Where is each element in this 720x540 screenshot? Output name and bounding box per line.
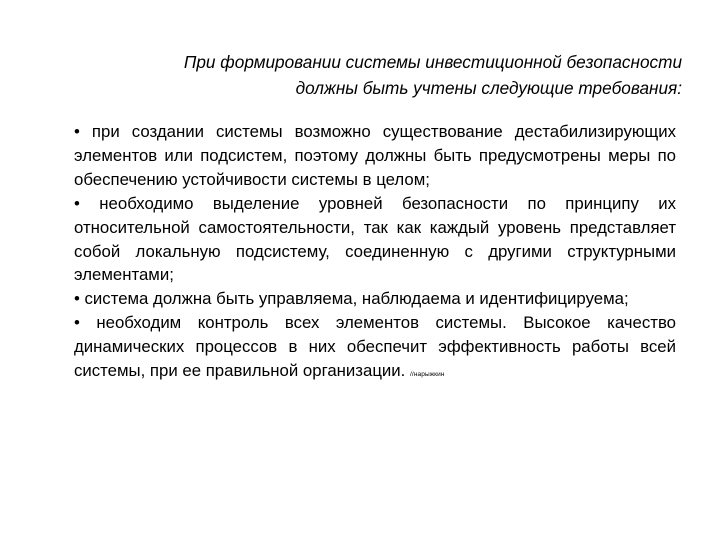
author-footnote: //нарыжкин [410, 371, 445, 379]
requirement-item: • при создании системы возможно существование дестабилизирующих элементов или подсистем, поэтому должны быть предусмотрены меры по обеспечению устойчивости системы в целом; [74, 122, 676, 189]
title-line-1: При формировании системы инвестиционной безопасности [183, 52, 682, 72]
requirement-text: • необходим контроль всех элементов системы. Высокое качество динамических процессов в них обеспечит эффективность работы всей системы, при ее правильной организации. [74, 313, 676, 381]
title-line-2: должны быть учтены следующие требования: [295, 78, 682, 98]
requirements-list [74, 120, 676, 387]
requirement-item [74, 311, 676, 387]
requirement-item: • необходимо выделение уровней безопасности по принципу их относительной самостоятельности, так как каждый уровень представляет собой локальную подсистему, соединенную с другими структурными элементами; [74, 193, 676, 285]
requirement-item: • система должна быть управляема, наблюдаема и идентифицируема; [74, 289, 629, 309]
slide-title [60, 49, 682, 101]
